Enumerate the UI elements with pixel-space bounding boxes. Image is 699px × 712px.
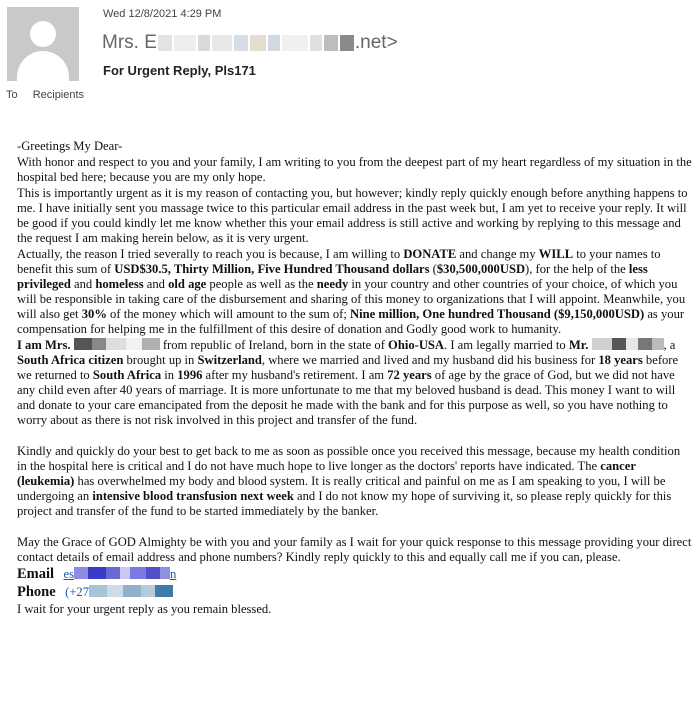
message-header (0, 0, 699, 110)
paragraph-2: This is importantly urgent as it is my reason of contacting you, but however; kindly reply quickly enough before anything happens to me. I have initially sent you massage twice to this particular email address in the past week but, I am yet to receive your reply. It will be good if you could kindly let me know whether this your email address is still active and working by replying to this message and the request I am making herein below, as it is very urgent. (17, 186, 688, 245)
text: in (161, 368, 178, 382)
bold-text: WILL (538, 247, 574, 261)
text: Actually, the reason I tried severally to reach you is because, I am willing to (17, 247, 404, 261)
text: of age by the grace of God, but we did not have any child even after 40 years of marriage. It is more unfortunate to me that my beloved husband is dead. This money I want to will and donate to your care emancipated from the deposit he made with the bank and for this purpose as well, so you have nothing to worry about as there is not risk involved in this project and transfer of the fund. (17, 368, 676, 427)
redacted-name (92, 338, 106, 350)
redacted-phone (123, 585, 141, 597)
redacted-sender (158, 35, 172, 51)
bold-text: 1996 (177, 368, 203, 382)
redacted-sender (340, 35, 354, 51)
email-link[interactable] (64, 567, 177, 581)
text: and (70, 277, 96, 291)
redacted-sender (310, 35, 322, 51)
text: . I am legally married to (444, 338, 569, 352)
email-suffix: n (170, 567, 177, 581)
redacted-name (638, 338, 652, 350)
redacted-email (160, 567, 170, 579)
sender-avatar (7, 7, 79, 81)
email-label: Email (17, 566, 55, 582)
avatar-head-shape (30, 21, 56, 47)
bold-text: cancer (leukemia) (17, 459, 636, 488)
redacted-name (106, 338, 126, 350)
redacted-sender (282, 35, 308, 51)
redacted-phone (155, 585, 173, 597)
bold-text: South Africa citizen (17, 353, 124, 367)
redacted-sender (250, 35, 266, 51)
bold-text: old age (168, 277, 207, 291)
bold-text: 18 years (598, 353, 643, 367)
message-subject: For Urgent Reply, Pls171 (103, 63, 256, 78)
text: after my husband's retirement. I am (202, 368, 388, 382)
bold-text: 72 years (387, 368, 432, 382)
redacted-sender (198, 35, 210, 51)
redacted-sender (174, 35, 196, 51)
sender-domain-suffix: .net> (354, 32, 398, 53)
text: and I do not know my hope of surviving it, so please reply quickly for this project and transfer of the fund to be started immediately by the banker. (17, 489, 672, 518)
closing-line: I wait for your urgent reply as you remain blessed. (17, 602, 272, 616)
text: and change my (456, 247, 539, 261)
bold-text: I am Mrs. (17, 338, 71, 352)
text: in your country and other countries of your choice, of which you will be responsible in taking care of the disbursement and sharing of this money to organizations that I will appoint. Meanwhile, you will also get (17, 277, 686, 321)
text: , where we married and lived and my husband did his business for (261, 353, 599, 367)
text: brought up in (123, 353, 198, 367)
phone-number[interactable] (65, 585, 173, 599)
text: has overwhelmed my body and blood system. It is really critical and painful on me as I am speaking to you, I will be undergoing an (17, 474, 666, 503)
redacted-email (74, 567, 88, 579)
text: to your names to benefit this sum of (17, 247, 661, 276)
phone-label: Phone (17, 584, 56, 600)
redacted-name (126, 338, 142, 350)
redacted-email (130, 567, 146, 579)
redacted-sender (234, 35, 248, 51)
redacted-sender (268, 35, 280, 51)
greeting: -Greetings My Dear- (17, 139, 123, 153)
text: ), for the help of the (525, 262, 629, 276)
redacted-email (120, 567, 130, 579)
redacted-name (626, 338, 638, 350)
redacted-name (74, 338, 92, 350)
text: people as well as the (206, 277, 317, 291)
redacted-name (652, 338, 664, 350)
bold-text: DONATE (403, 247, 457, 261)
sender-name-prefix: Mrs. E (102, 32, 157, 53)
redacted-sender (212, 35, 232, 51)
redacted-email (146, 567, 160, 579)
bold-text: intensive blood transfusion next week (92, 489, 294, 503)
bold-text: Mr. (568, 338, 589, 352)
bold-text: South Africa (92, 368, 162, 382)
sender-address[interactable] (102, 32, 398, 54)
redacted-name (612, 338, 626, 350)
bold-text: USD$30.5, Thirty Million, Five Hundred Thousand dollars (114, 262, 430, 276)
recipients-line (6, 89, 96, 101)
phone-prefix: (+27 (65, 585, 90, 599)
message-date: Wed 12/8/2021 4:29 PM (103, 8, 222, 20)
paragraph-spacer (17, 520, 693, 535)
text: , a (663, 338, 676, 352)
paragraph-1: With honor and respect to you and your family, I am writing to you from the deepest part of my heart regardless of my situation in the hospital bed here; because you are my only hope. (17, 155, 692, 184)
email-line (17, 566, 693, 583)
redacted-phone (89, 585, 107, 597)
bold-text: needy (316, 277, 349, 291)
paragraph-3 (17, 247, 693, 337)
redacted-email (106, 567, 120, 579)
text: as your compensation for helping me in the fulfillment of this desire of donation and Godly good work to humanity. (17, 307, 685, 336)
text: Kindly and quickly do your best to get back to me as soon as possible once you received this message, because my health condition in the hospital here is critical and I do not have much hope to live longer as the doctors' reports have indicated. The (17, 444, 681, 473)
bold-text: Ohio-USA (388, 338, 445, 352)
redacted-email (88, 567, 106, 579)
text: of the money which will amount to the sum of; (106, 307, 351, 321)
redacted-name (592, 338, 612, 350)
message-body (17, 139, 693, 618)
paragraph-6: May the Grace of GOD Almighty be with you and your family as I wait for your quick response to this message providing your direct contact details of email address and phone numbers? Kindly reply quickly to this and equally call me if you can, please. (17, 535, 692, 564)
redacted-name (142, 338, 160, 350)
redacted-phone (107, 585, 123, 597)
bold-text: 30% (81, 307, 107, 321)
bold-text: less privileged (17, 262, 648, 291)
paragraph-spacer (17, 429, 693, 444)
to-label: To (6, 89, 18, 101)
recipients-link[interactable]: Recipients (32, 89, 85, 101)
bold-text: Switzerland (197, 353, 262, 367)
bold-text: $30,500,000USD (436, 262, 526, 276)
phone-line (17, 584, 693, 601)
avatar-body-shape (17, 51, 69, 81)
bold-text: homeless (95, 277, 144, 291)
paragraph-5 (17, 444, 693, 519)
redacted-phone (141, 585, 155, 597)
text: before we returned to (17, 353, 679, 382)
text: from republic of Ireland, born in the state of (159, 338, 389, 352)
paragraph-4 (17, 338, 693, 428)
text: and (143, 277, 169, 291)
email-prefix: es (63, 567, 75, 581)
redacted-sender (324, 35, 338, 51)
text: ( (429, 262, 437, 276)
bold-text: Nine million, One hundred Thousand ($9,150,000USD) (350, 307, 645, 321)
